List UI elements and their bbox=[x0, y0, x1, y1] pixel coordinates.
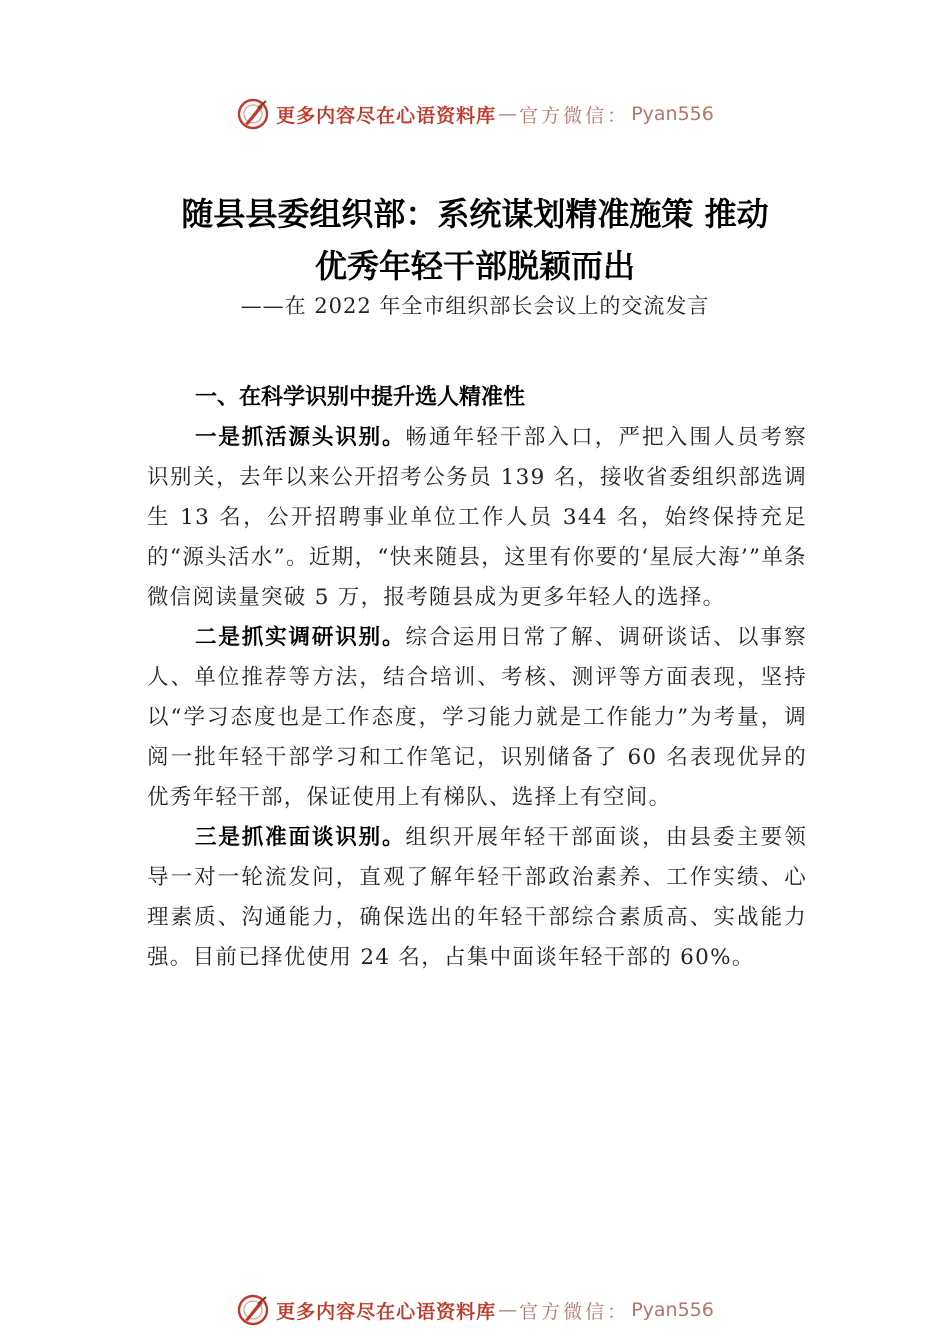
paragraph-3-body: 组织开展年轻干部面谈，由县委主要领导一对一轮流发问，直观了解年轻干部政治素养、工作实绩、心理素质、沟通能力，确保选出的年轻干部综合素质高、实战能力强。目前已择优使用 24 名，占集中面谈年轻干部的 60%。 bbox=[147, 825, 807, 970]
paragraph-3 bbox=[147, 818, 807, 978]
watermark-brand: 更多内容尽在心语资料库 bbox=[276, 1300, 497, 1323]
paragraph-2-body: 综合运用日常了解、调研谈话、以事察人、单位推荐等方法，结合培训、考核、测评等方面表现，坚持以“学习态度也是工作态度，学习能力就是工作能力”为考量，调阅一批年轻干部学习和工作笔记，识别储备了 60 名表现优异的优秀年轻干部，保证使用上有梯队、选择上有空间。 bbox=[147, 625, 807, 810]
document-body bbox=[147, 378, 807, 978]
watermark-brand: 更多内容尽在心语资料库 bbox=[276, 104, 497, 127]
document-subtitle: ——在 2022 年全市组织部长会议上的交流发言 bbox=[240, 294, 710, 318]
watermark-id: Pyan556 bbox=[631, 1299, 714, 1321]
title-line-2: 优秀年轻干部脱颖而出 bbox=[314, 247, 635, 285]
paragraph-1-body: 畅通年轻干部入口，严把入围人员考察识别关，去年以来公开招考公务员 139 名，接收省委组织部选调生 13 名，公开招聘事业单位工作人员 344 名，始终保持充足的“源头活水”。近期，“快来随县，这里有你要的‘星辰大海’”单条微信阅读量突破 5 万，报考随县成为更多年轻人的选择。 bbox=[147, 425, 807, 610]
footer-watermark bbox=[0, 1290, 950, 1330]
paragraph-2 bbox=[147, 618, 807, 818]
paragraph-2-lead: 二是抓实调研识别。 bbox=[195, 625, 406, 650]
paragraph-3-lead: 三是抓准面谈识别。 bbox=[195, 825, 406, 850]
paragraph-1-lead: 一是抓活源头识别。 bbox=[195, 425, 406, 450]
watermark-label: 官方微信： bbox=[519, 1300, 630, 1323]
header-watermark bbox=[0, 94, 950, 134]
quill-pen-logo-icon bbox=[236, 1293, 270, 1327]
watermark-dash: — bbox=[498, 103, 518, 125]
paragraph-1 bbox=[147, 418, 807, 618]
watermark-dash: — bbox=[498, 1299, 518, 1321]
document-title bbox=[100, 188, 850, 292]
section-heading: 一、在科学识别中提升选人精准性 bbox=[195, 385, 526, 410]
quill-pen-logo-icon bbox=[236, 97, 270, 131]
watermark-id: Pyan556 bbox=[631, 103, 714, 125]
watermark-label: 官方微信： bbox=[519, 104, 630, 127]
title-line-1: 随县县委组织部：系统谋划精准施策 推动 bbox=[181, 195, 769, 233]
